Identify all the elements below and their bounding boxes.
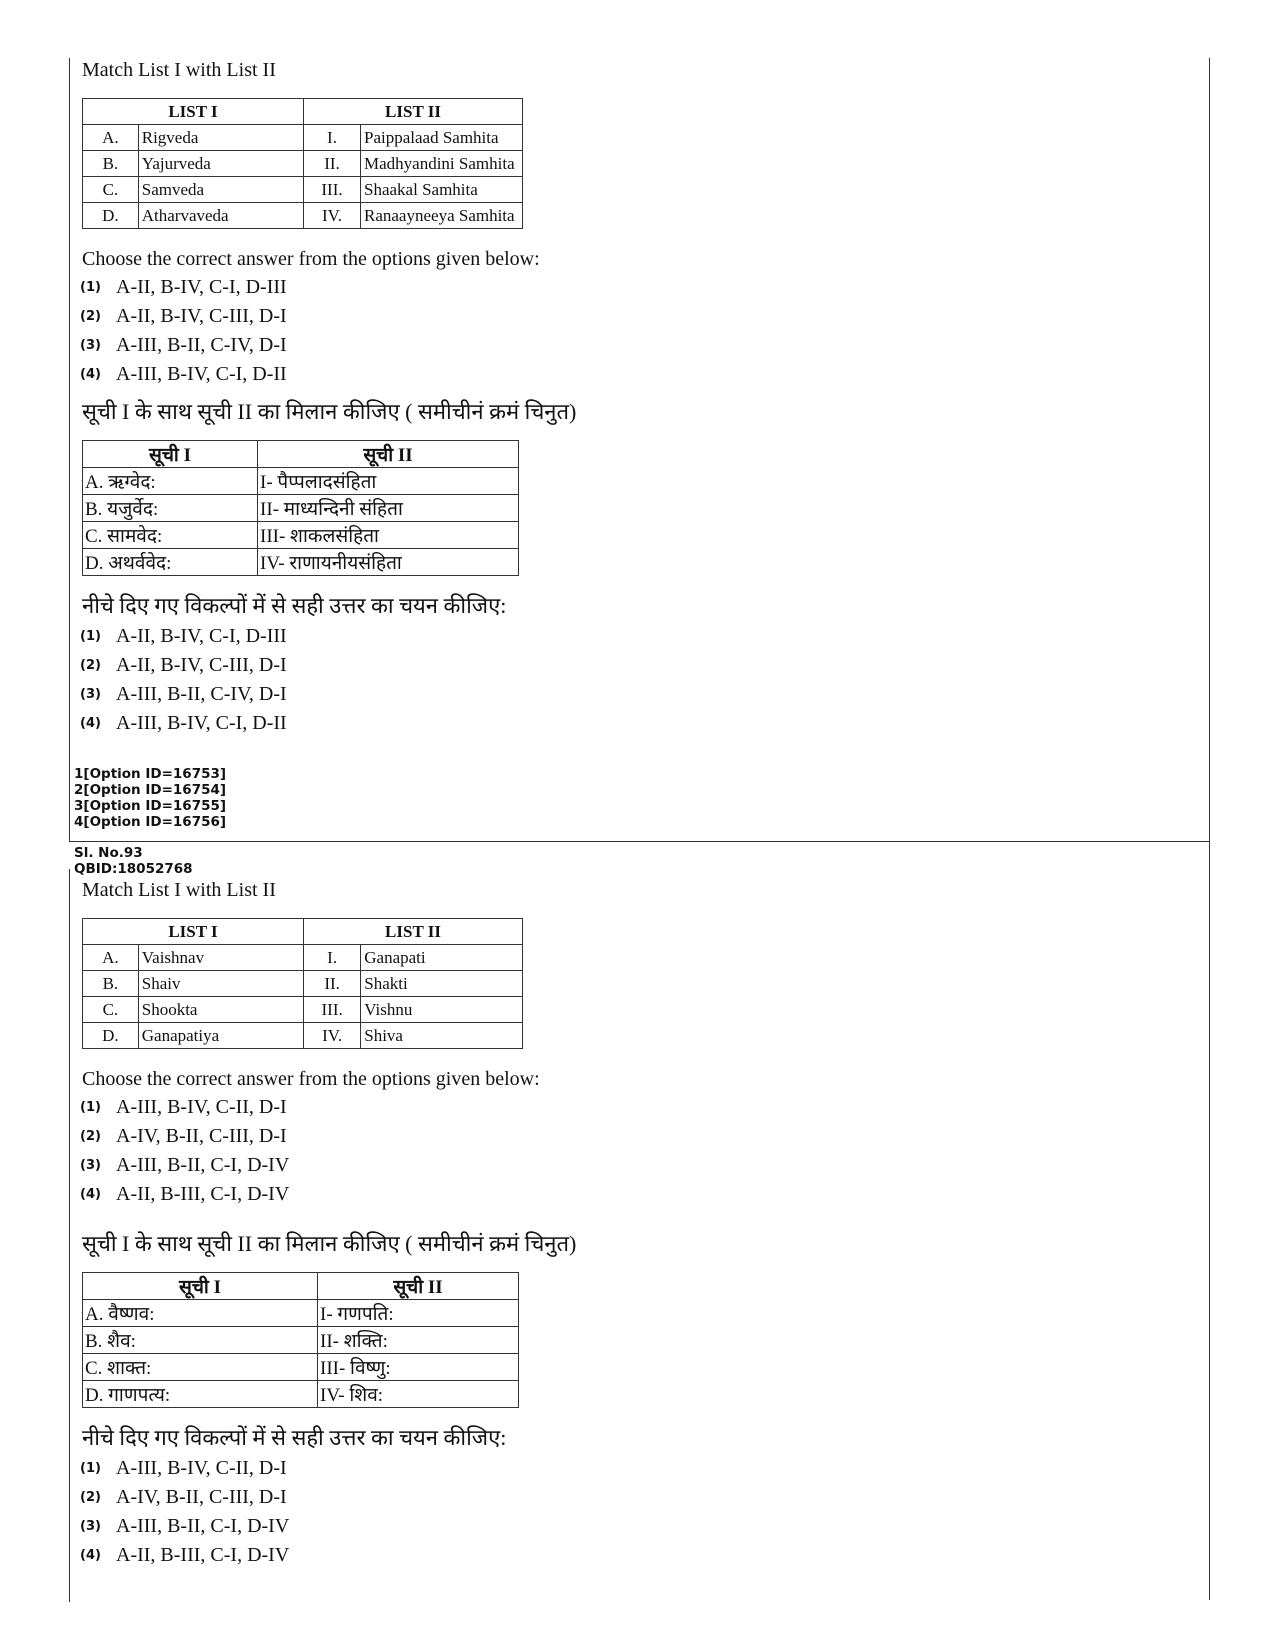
option-text: A-III, B-IV, C-II, D-I bbox=[116, 1096, 287, 1118]
list2-header: LIST II bbox=[304, 919, 523, 945]
row-value: B. यजुर्वेद: bbox=[83, 495, 258, 522]
q1-hindi-section bbox=[82, 398, 1192, 738]
table-row bbox=[83, 1354, 519, 1381]
row-key: A. bbox=[83, 125, 139, 151]
row-value: I- पैप्पलादसंहिता bbox=[258, 468, 519, 495]
q2-options-hi bbox=[82, 1454, 1192, 1570]
q1-title-en: Match List I with List II bbox=[82, 59, 276, 81]
row-key: IV. bbox=[304, 203, 361, 229]
row-value: Shakti bbox=[361, 971, 523, 997]
table-row bbox=[83, 1023, 523, 1049]
row-value: IV- शिव: bbox=[318, 1381, 519, 1408]
option-text: A-IV, B-II, C-III, D-I bbox=[116, 1125, 287, 1147]
option-text: A-III, B-IV, C-I, D-II bbox=[116, 712, 287, 734]
row-key: C. bbox=[83, 177, 139, 203]
option-number: (4) bbox=[80, 367, 101, 382]
table-row bbox=[83, 549, 519, 576]
option-id: 1[Option ID=16753] bbox=[74, 766, 227, 782]
option-text: A-II, B-IV, C-III, D-I bbox=[116, 654, 287, 676]
table-row bbox=[83, 468, 519, 495]
option-number: (3) bbox=[80, 338, 101, 353]
row-value: III- शाकलसंहिता bbox=[258, 522, 519, 549]
q2-options-en bbox=[82, 1093, 1192, 1209]
row-key: II. bbox=[304, 151, 361, 177]
option-item[interactable] bbox=[80, 1093, 1192, 1122]
left-border-top bbox=[69, 58, 70, 841]
row-value: Rigveda bbox=[138, 125, 303, 151]
q1-options-en bbox=[82, 273, 1192, 389]
row-value: Paippalaad Samhita bbox=[361, 125, 523, 151]
option-text: A-III, B-II, C-IV, D-I bbox=[116, 334, 287, 356]
option-number: (1) bbox=[80, 1100, 101, 1115]
table-row bbox=[83, 495, 519, 522]
question-separator bbox=[69, 841, 1210, 842]
option-item[interactable] bbox=[80, 273, 1192, 302]
option-text: A-III, B-IV, C-I, D-II bbox=[116, 363, 287, 385]
option-item[interactable] bbox=[80, 1151, 1192, 1180]
option-number: (4) bbox=[80, 716, 101, 731]
row-value: D. गाणपत्य: bbox=[83, 1381, 318, 1408]
q1-match-table-en bbox=[82, 98, 523, 229]
q1-choose-hi: नीचे दिए गए विकल्पों में से सही उत्तर का चयन कीजिए: bbox=[82, 593, 507, 618]
option-item[interactable] bbox=[80, 1483, 1192, 1512]
row-key: D. bbox=[83, 203, 139, 229]
row-key: B. bbox=[83, 971, 139, 997]
row-value: Ganapatiya bbox=[138, 1023, 303, 1049]
right-border bbox=[1209, 58, 1210, 1600]
left-border-bottom bbox=[69, 869, 70, 1602]
q2-meta bbox=[74, 845, 193, 877]
list1-header: LIST I bbox=[83, 919, 304, 945]
row-value: C. शाक्त: bbox=[83, 1354, 318, 1381]
option-id: 3[Option ID=16755] bbox=[74, 798, 227, 814]
row-value: B. शैव: bbox=[83, 1327, 318, 1354]
option-item[interactable] bbox=[80, 680, 1192, 709]
list2-header-hi: सूची II bbox=[318, 1273, 519, 1300]
option-text: A-II, B-III, C-I, D-IV bbox=[116, 1183, 290, 1205]
row-key: C. bbox=[83, 997, 139, 1023]
row-value: II- शक्ति: bbox=[318, 1327, 519, 1354]
qbid: QBID:18052768 bbox=[74, 861, 193, 877]
option-number: (1) bbox=[80, 629, 101, 644]
table-row bbox=[83, 1327, 519, 1354]
option-number: (4) bbox=[80, 1187, 101, 1202]
row-value: II- माध्यन्दिनी संहिता bbox=[258, 495, 519, 522]
option-item[interactable] bbox=[80, 360, 1192, 389]
option-item[interactable] bbox=[80, 302, 1192, 331]
row-value: IV- राणायनीयसंहिता bbox=[258, 549, 519, 576]
option-number: (4) bbox=[80, 1548, 101, 1563]
row-key: II. bbox=[304, 971, 361, 997]
option-text: A-III, B-IV, C-II, D-I bbox=[116, 1457, 287, 1479]
q2-english-section bbox=[82, 878, 1192, 1209]
row-value: Vaishnav bbox=[138, 945, 303, 971]
option-item[interactable] bbox=[80, 1541, 1192, 1570]
option-item[interactable] bbox=[80, 709, 1192, 738]
option-item[interactable] bbox=[80, 331, 1192, 360]
row-value: Yajurveda bbox=[138, 151, 303, 177]
row-value: Shookta bbox=[138, 997, 303, 1023]
table-row bbox=[83, 971, 523, 997]
option-item[interactable] bbox=[80, 1454, 1192, 1483]
option-item[interactable] bbox=[80, 622, 1192, 651]
table-row bbox=[83, 151, 523, 177]
serial-number: Sl. No.93 bbox=[74, 845, 143, 861]
option-number: (2) bbox=[80, 1129, 101, 1144]
row-value: I- गणपति: bbox=[318, 1300, 519, 1327]
table-row bbox=[83, 203, 523, 229]
table-row bbox=[83, 1381, 519, 1408]
row-value: Samveda bbox=[138, 177, 303, 203]
table-row bbox=[83, 1300, 519, 1327]
row-value: Ranaayneeya Samhita bbox=[361, 203, 523, 229]
q1-options-hi bbox=[82, 622, 1192, 738]
option-item[interactable] bbox=[80, 651, 1192, 680]
row-value: C. सामवेद: bbox=[83, 522, 258, 549]
list2-header: LIST II bbox=[304, 99, 523, 125]
option-text: A-IV, B-II, C-III, D-I bbox=[116, 1486, 287, 1508]
option-number: (3) bbox=[80, 1158, 101, 1173]
row-key: A. bbox=[83, 945, 139, 971]
row-key: D. bbox=[83, 1023, 139, 1049]
option-number: (2) bbox=[80, 1490, 101, 1505]
q2-match-table-hi bbox=[82, 1272, 519, 1408]
list1-header: LIST I bbox=[83, 99, 304, 125]
row-value: Madhyandini Samhita bbox=[361, 151, 523, 177]
q2-title-en: Match List I with List II bbox=[82, 879, 276, 901]
row-value: III- विष्णु: bbox=[318, 1354, 519, 1381]
option-item[interactable] bbox=[80, 1122, 1192, 1151]
table-row bbox=[83, 177, 523, 203]
row-value: A. वैष्णव: bbox=[83, 1300, 318, 1327]
q2-choose-en: Choose the correct answer from the options given below: bbox=[82, 1068, 540, 1090]
option-id: 2[Option ID=16754] bbox=[74, 782, 227, 798]
option-text: A-III, B-II, C-I, D-IV bbox=[116, 1515, 290, 1537]
row-key: III. bbox=[304, 177, 361, 203]
row-key: III. bbox=[304, 997, 361, 1023]
row-value: Ganapati bbox=[361, 945, 523, 971]
option-text: A-II, B-IV, C-I, D-III bbox=[116, 625, 287, 647]
option-number: (3) bbox=[80, 687, 101, 702]
option-number: (1) bbox=[80, 1461, 101, 1476]
option-number: (2) bbox=[80, 309, 101, 324]
q1-title-hi: सूची I के साथ सूची II का मिलान कीजिए ( समीचीनं क्रमं चिनुत) bbox=[82, 399, 577, 424]
row-key: IV. bbox=[304, 1023, 361, 1049]
q1-option-ids bbox=[74, 766, 226, 830]
option-id: 4[Option ID=16756] bbox=[74, 814, 227, 830]
q1-choose-en: Choose the correct answer from the options given below: bbox=[82, 248, 540, 270]
table-row bbox=[83, 125, 523, 151]
row-value: Shaiv bbox=[138, 971, 303, 997]
row-value: D. अथर्ववेद: bbox=[83, 549, 258, 576]
list1-header-hi: सूची I bbox=[83, 441, 258, 468]
option-text: A-II, B-IV, C-III, D-I bbox=[116, 305, 287, 327]
q2-hindi-section bbox=[82, 1230, 1192, 1570]
q2-choose-hi: नीचे दिए गए विकल्पों में से सही उत्तर का चयन कीजिए: bbox=[82, 1425, 507, 1450]
row-key: I. bbox=[304, 125, 361, 151]
row-value: Shiva bbox=[361, 1023, 523, 1049]
list1-header-hi: सूची I bbox=[83, 1273, 318, 1300]
table-row bbox=[83, 997, 523, 1023]
option-number: (3) bbox=[80, 1519, 101, 1534]
option-item[interactable] bbox=[80, 1512, 1192, 1541]
q2-match-table-en bbox=[82, 918, 523, 1049]
row-value: A. ऋग्वेद: bbox=[83, 468, 258, 495]
row-value: Vishnu bbox=[361, 997, 523, 1023]
option-text: A-II, B-III, C-I, D-IV bbox=[116, 1544, 290, 1566]
table-row bbox=[83, 945, 523, 971]
list2-header-hi: सूची II bbox=[258, 441, 519, 468]
row-key: B. bbox=[83, 151, 139, 177]
q1-match-table-hi bbox=[82, 440, 519, 576]
option-number: (1) bbox=[80, 280, 101, 295]
q1-english-section bbox=[82, 58, 1192, 389]
option-number: (2) bbox=[80, 658, 101, 673]
table-row bbox=[83, 522, 519, 549]
q2-title-hi: सूची I के साथ सूची II का मिलान कीजिए ( समीचीनं क्रमं चिनुत) bbox=[82, 1231, 577, 1256]
option-text: A-III, B-II, C-I, D-IV bbox=[116, 1154, 290, 1176]
row-value: Atharvaveda bbox=[138, 203, 303, 229]
row-value: Shaakal Samhita bbox=[361, 177, 523, 203]
option-text: A-II, B-IV, C-I, D-III bbox=[116, 276, 287, 298]
option-text: A-III, B-II, C-IV, D-I bbox=[116, 683, 287, 705]
row-key: I. bbox=[304, 945, 361, 971]
option-item[interactable] bbox=[80, 1180, 1192, 1209]
